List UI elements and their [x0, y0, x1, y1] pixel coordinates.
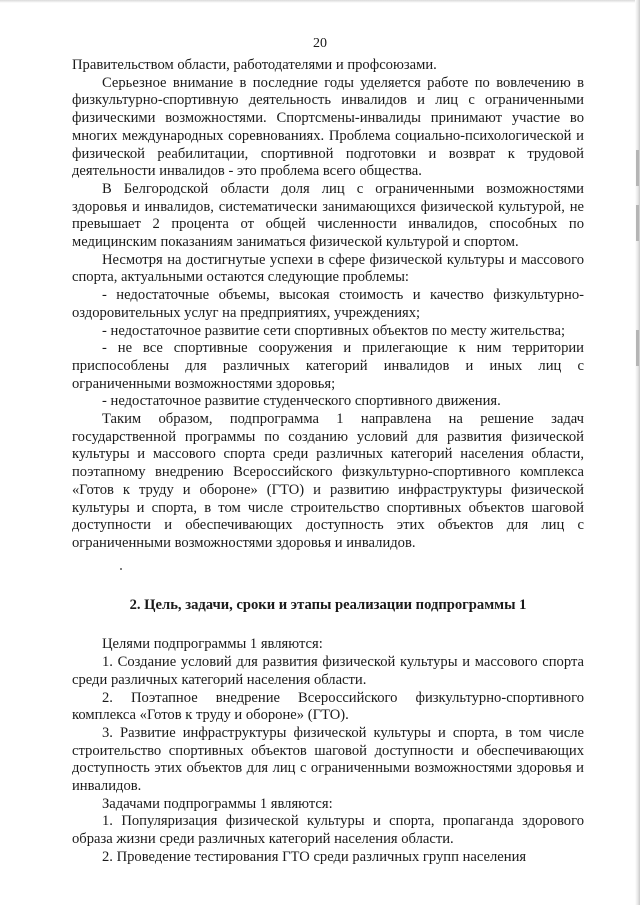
section-heading: 2. Цель, задачи, сроки и этапы реализации подпрограммы 1	[129, 596, 527, 613]
paragraph: Таким образом, подпрограмма 1 направлена на решение задач государственной программы по созданию условий для развития физической культуры и массового спорта среди различных категорий населения области, поэтапному внедрению Всероссийского физкультурно-спортивного комплекса «Готов к труду и обороне» (ГТО) и развитию инфраструктуры физической культуры и спорта, в том числе строительство спортивных объектов шаговой доступности и обеспечивающих доступность этих объектов для лиц с ограниченными возможностями здоровья и инвалидов.	[72, 411, 584, 551]
paragraph: В Белгородской области доля лиц с ограниченными возможностями здоровья и инвалидов, систематически занимающихся физической культурой, не превышает 2 процента от общей численности инвалидов, способных по медицинским показаниям заниматься физической культурой и спортом.	[72, 180, 584, 251]
list-item: 2. Поэтапное внедрение Всероссийского физкультурно-спортивного комплекса «Готов к труду и обороне» (ГТО).	[72, 689, 584, 724]
document-body	[72, 57, 584, 867]
scan-edge-top	[0, 0, 640, 3]
list-item: - недостаточные объемы, высокая стоимость и качество физкультурно-оздоровительных услуг на предприятиях, учреждениях;	[72, 287, 584, 321]
scan-mark	[636, 330, 639, 366]
scan-mark	[636, 205, 639, 241]
paragraph: Целями подпрограммы 1 являются:	[102, 636, 323, 653]
list-item: 3. Развитие инфраструктуры физической культуры и спорта, в том числе строительство спортивных объектов шаговой доступности и обеспечивающих доступность этих объектов для лиц с ограниченными возможностями здоровья и инвалидов.	[72, 724, 584, 795]
paragraph: Серьезное внимание в последние годы уделяется работе по вовлечению в физкультурно-спортивную деятельность инвалидов и лиц с ограниченными физическими возможностями. Спортсмены-инвалиды принимают участие во многих международных соревнованиях. Проблема социально-психологической и физической реабилитации, спортивной подготовки и возврат к трудовой деятельности инвалидов - это проблема всего общества.	[72, 74, 584, 180]
list-item: 2. Проведение тестирования ГТО среди различных групп населения	[102, 848, 527, 865]
scan-mark	[636, 150, 639, 186]
list-item: - недостаточное развитие студенческого спортивного движения.	[102, 393, 501, 410]
page-number: 20	[313, 36, 327, 51]
scan-edge-right	[635, 0, 640, 905]
paragraph: Несмотря на достигнутые успехи в сфере физической культуры и массового спорта, актуальными остаются следующие проблемы:	[72, 251, 584, 286]
list-item: 1. Создание условий для развития физической культуры и массового спорта среди различных категорий населения области.	[72, 654, 584, 688]
paragraph: Задачами подпрограммы 1 являются:	[102, 795, 333, 812]
list-item: 1. Популяризация физической культуры и спорта, пропаганда здорового образа жизни среди различных категорий населения области.	[72, 813, 584, 848]
paragraph: Правительством области, работодателями и профсоюзами.	[72, 57, 437, 73]
list-item: - недостаточное развитие сети спортивных объектов по месту жительства;	[102, 322, 566, 339]
list-item: - не все спортивные сооружения и прилегающие к ним территории приспособлены для различных категорий инвалидов и иных лиц с ограниченными возможностями здоровья;	[72, 340, 584, 392]
